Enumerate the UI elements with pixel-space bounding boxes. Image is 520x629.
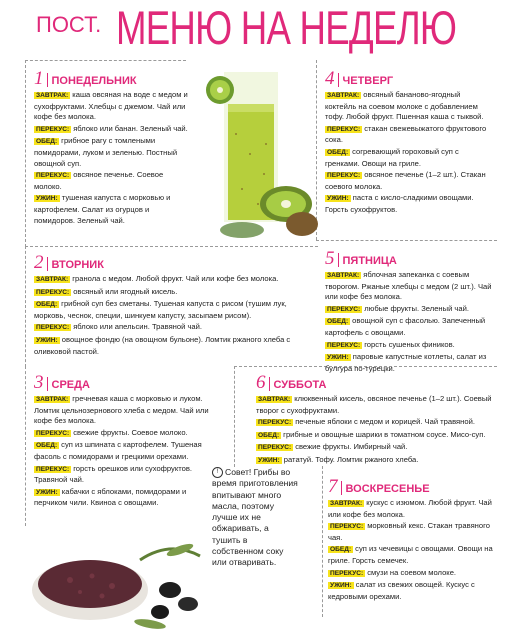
meal-line: ОБЕД: суп из чечевицы с овощами. Овощи на гриле. Горсть семечек. [328, 544, 493, 565]
day-name: ПОНЕДЕЛЬНИК [51, 75, 137, 87]
day-number: 4 [325, 68, 335, 89]
day-saturday [256, 374, 498, 468]
frame-mon [25, 60, 26, 247]
meal-line: УЖИН: тушеная капуста с морковью и картофелем. Салат из огурцов и помидоров. Зеленый чай. [34, 193, 171, 225]
meal-line: ОБЕД: суп из шпината с картофелем. Тушеная фасоль с помидорами и грецкими орехами. [34, 440, 202, 461]
meal-line: УЖИН: паровые капустные котлеты, салат из булгура по-турецки. [325, 352, 487, 373]
kiwi-smoothie-illustration [206, 64, 318, 240]
page-header [0, 0, 520, 62]
day-number: 1 [34, 68, 44, 89]
meal-line: УЖИН: овощное фондю (на овощном бульоне). Ломтик ржаного хлеба с оливковой пастой. [34, 334, 291, 356]
frame-mon-top [25, 60, 186, 61]
meal-line: ПЕРЕКУС: стакан свежевыжатого фруктового сока. [325, 123, 487, 145]
meal-line: ПЕРЕКУС: любые фрукты. Зеленый чай. [327, 303, 469, 313]
meal-line: ПЕРЕКУС: печеные яблоки с медом и корицей. Чай травяной. [258, 417, 475, 427]
day-friday [325, 250, 493, 375]
meal-line: ОБЕД: грибной суп без сметаны. Тушеная капуста с рисом (тушим лук, морковь, чеснок, специи, шинкуем капусту, засыпаем рисом). [34, 299, 287, 320]
day-sunday [328, 478, 494, 603]
day-name: ВОСКРЕСЕНЬЕ [345, 483, 430, 495]
meal-line: ПЕРЕКУС: свежие фрукты. Соевое молоко. [36, 427, 188, 437]
meal-line: ЗАВТРАК: кускус с изюмом. Любой фрукт. Чай или кофе без молока. [328, 498, 492, 519]
meal-line: УЖИН: салат из свежих овощей. Кускус с кедровыми орехами. [328, 580, 475, 601]
olive-paste-illustration [20, 520, 210, 629]
day-name: СРЕДА [51, 379, 90, 391]
day-header [34, 374, 220, 392]
meal-line: ЗАВТРАК: каша овсяная на воде с медом и сухофруктами. Хлебцы с джемом. Чай или кофе без молока. [34, 90, 188, 122]
header-prefix: ПОСТ. [36, 12, 102, 37]
day-header [256, 374, 498, 392]
day-header [325, 250, 493, 268]
day-number: 5 [325, 248, 335, 269]
tip-text: Совет! Грибы во время приготовления впитывают много масла, поэтому лучше их не обжаривать, а тушить в собственном соку или отваривать. [212, 467, 298, 568]
day-header [328, 478, 494, 496]
day-name: ВТОРНИК [51, 259, 104, 271]
meal-line: УЖИН: рататуй. Тофу. Ломтик ржаного хлеба. [258, 454, 419, 464]
day-number: 7 [328, 476, 338, 497]
day-header [34, 70, 192, 88]
meal-line: ПЕРЕКУС: морковный кекс. Стакан травяного чая. [328, 521, 490, 542]
meal-line: ПЕРЕКУС: яблоко или банан. Зеленый чай. [36, 123, 188, 133]
day-monday [34, 70, 192, 227]
day-number: 2 [34, 252, 44, 273]
meal-line: ЗАВТРАК: овсяный бананово-ягодный коктейль на соевом молоке с добавлением тофу. Любой фрукт. Пшенная каша с тыквой. [325, 90, 484, 122]
meal-line: ПЕРЕКУС: свежие фрукты. Имбирный чай. [258, 442, 408, 452]
info-icon: ! [212, 467, 223, 478]
day-tuesday [34, 254, 304, 358]
frame-sun [322, 466, 323, 617]
meal-line: ЗАВТРАК: гречневая каша с морковью и луком. Ломтик цельнозернового хлеба с медом. Чай или кофе без молока. [34, 394, 209, 426]
meal-line: ОБЕД: грибное рагу с томлеными помидорами, луком и зеленью. Постный овощной суп. [34, 136, 178, 168]
day-header [34, 254, 304, 272]
day-header [325, 70, 493, 88]
day-number: 3 [34, 372, 44, 393]
day-thursday [325, 70, 493, 217]
meal-line: ЗАВТРАК: яблочная запеканка с соевым творогом. Ржаные хлебцы с медом (2 шт.). Чай или кофе без молока. [325, 270, 492, 302]
meal-line: ПЕРЕКУС: овсяный или ягодный кисель. [36, 286, 178, 296]
meal-line: УЖИН: кабачки с яблоками, помидорами и перчиком чили. Квиноа с овощами. [34, 486, 187, 508]
meal-line: ОБЕД: согревающий гороховый суп с гренками. Овощи на гриле. [325, 146, 459, 168]
meal-line: ПЕРЕКУС: овсяное печенье (1–2 шт.). Стакан соевого молока. [325, 170, 486, 191]
meal-line: УЖИН: паста с кисло-сладкими овощами. Горсть сухофруктов. [325, 193, 474, 214]
meal-line: ОБЕД: грибные и овощные шарики в томатном соусе. Мисо-суп. [258, 429, 486, 439]
page-title: МЕНЮ НА НЕДЕЛЮ [116, 1, 457, 54]
meal-line: ЗАВТРАК: гранола с медом. Любой фрукт. Чай или кофе без молока. [36, 274, 279, 283]
day-number: 6 [256, 372, 266, 393]
frame-fri [316, 240, 497, 241]
day-wednesday [34, 374, 220, 510]
day-name: СУББОТА [273, 379, 327, 391]
meal-line: ПЕРЕКУС: горсть орешков или сухофруктов. Травяной чай. [34, 463, 193, 485]
day-name: ЧЕТВЕРГ [342, 75, 394, 87]
meal-line: ПЕРЕКУС: яблоко или апельсин. Травяной чай. [36, 322, 202, 332]
day-name: ПЯТНИЦА [342, 255, 397, 267]
meal-line: ПЕРЕКУС: овсяное печенье. Соевое молоко. [34, 170, 164, 191]
meal-line: ПЕРЕКУС: смузи на соевом молоке. [330, 567, 457, 577]
meal-line: ОБЕД: овощной суп с фасолью. Запеченный картофель с овощами. [325, 316, 486, 337]
meal-line: ПЕРЕКУС: горсть сушеных фиников. [327, 339, 455, 349]
tip-note [212, 467, 298, 569]
meal-line: ЗАВТРАК: клюквенный кисель, овсяное печенье (1–2 шт.). Соевый творог с сухофруктами. [256, 394, 492, 415]
